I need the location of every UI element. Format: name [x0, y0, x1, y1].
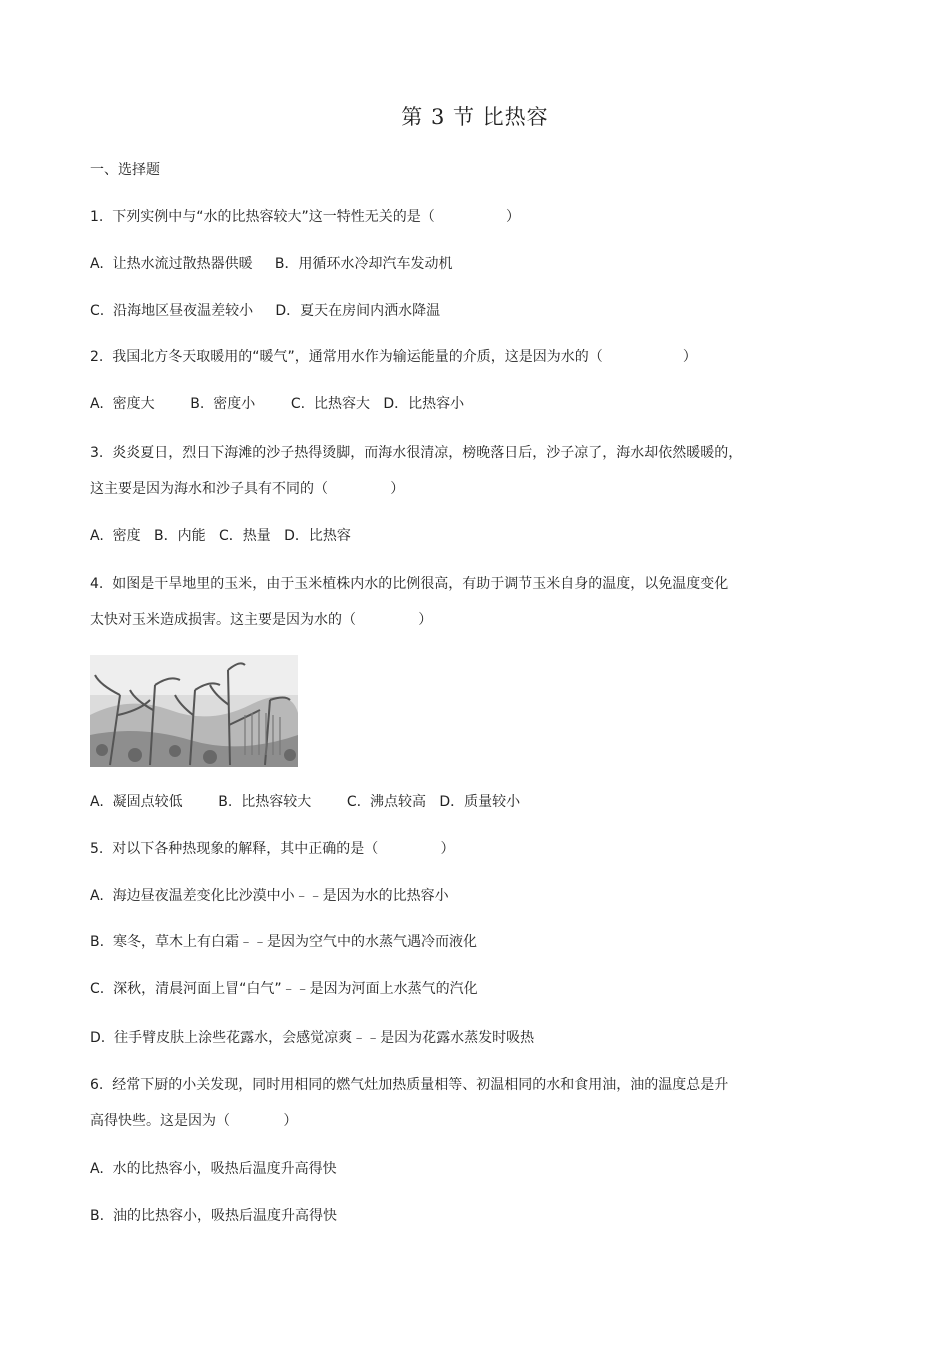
- question-5-stem: 5. 对以下各种热现象的解释，其中正确的是（ ）: [90, 841, 455, 857]
- question-4-stem-line-1: 4. 如图是干旱地里的玉米，由于玉米植株内水的比例很高，有助于调节玉米自身的温度，以免温度变化: [90, 576, 729, 592]
- question-5-option-d: D. 往手臂皮肤上涂些花露水，会感觉凉爽﹣﹣是因为花露水蒸发时吸热: [90, 1030, 535, 1046]
- question-4-stem-line-2: 太快对玉米造成损害。这主要是因为水的（ ）: [90, 612, 433, 628]
- section-heading: 一、选择题: [90, 162, 160, 178]
- question-6-option-b: B. 油的比热容小，吸热后温度升高得快: [90, 1208, 337, 1224]
- page-title: 第 3 节 比热容: [401, 105, 549, 129]
- corn-field-photo: [90, 655, 298, 767]
- question-2-stem: 2. 我国北方冬天取暖用的“暖气”，通常用水作为输运能量的介质，这是因为水的（ ）: [90, 349, 697, 365]
- question-1-options-cd: C. 沿海地区昼夜温差较小 D．夏天在房间内洒水降温: [90, 303, 441, 319]
- question-5-option-b: B. 寒冬，草木上有白霜﹣﹣是因为空气中的水蒸气遇冷而液化: [90, 934, 477, 950]
- question-4-options: A. 凝固点较低 B. 比热容较大 C. 沸点较高 D．质量较小: [90, 794, 521, 810]
- question-1-options-ab: A. 让热水流过散热器供暖 B．用循环水冷却汽车发动机: [90, 256, 453, 272]
- question-6-stem-line-1: 6. 经常下厨的小关发现，同时用相同的燃气灶加热质量相等、初温相同的水和食用油，油的温度总是升: [90, 1077, 729, 1093]
- question-3-stem-line-1: 3. 炎炎夏日，烈日下海滩的沙子热得烫脚，而海水很清凉，榜晚落日后，沙子凉了，海水却依然暖暖的，: [90, 445, 743, 461]
- question-2-options: A. 密度大 B. 密度小 C. 比热容大 D．比热容小: [90, 396, 465, 412]
- question-5-option-a: A. 海边昼夜温差变化比沙漠中小﹣﹣是因为水的比热容小: [90, 888, 449, 904]
- question-3-stem-line-2: 这主要是因为海水和沙子具有不同的（ ）: [90, 481, 405, 497]
- corn-field-illustration: [90, 655, 298, 767]
- question-3-options: A. 密度 B．内能 C．热量 D．比热容: [90, 528, 351, 544]
- question-5-option-c: C. 深秋，清晨河面上冒“白气”﹣﹣是因为河面上水蒸气的汽化: [90, 981, 478, 997]
- question-1-stem: 1. 下列实例中与“水的比热容较大”这一特性无关的是（ ）: [90, 209, 520, 225]
- question-6-stem-line-2: 高得快些。这是因为（ ）: [90, 1113, 298, 1129]
- question-6-option-a: A. 水的比热容小，吸热后温度升高得快: [90, 1161, 337, 1177]
